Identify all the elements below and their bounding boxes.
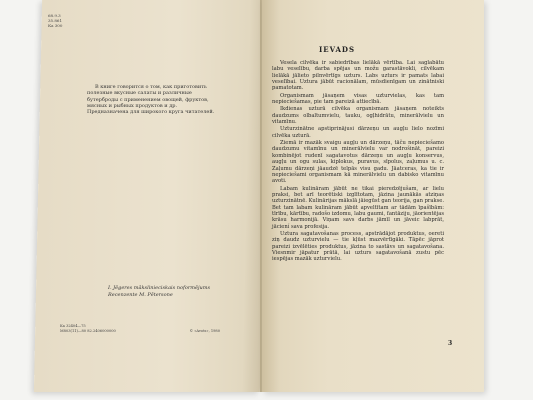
chapter-body	[272, 60, 444, 264]
paragraph: Uztura sagatavošanas process, apstrādājot produktus, oereti ziņ daudz uzturvielu — tie kļūst mazvērtīgāki. Tāpēc jāprot pareizi izvēlēties produktus, jāzina to sastāvs un sagatavošana. Viesnmir jāpatur prātā, lai uzturs sagatavošanā zustu pēc iespējas mazāk uzturvielu.	[272, 230, 444, 263]
paragraph: Ikdienas uzturā cilvēka organismam jāsaņem noteikts daudzums olbaltumvielu, tauku, ogļhidrātu, minerālvielu un vitamīnu.	[272, 106, 444, 126]
paragraph: Ziemā ir mazāk svaigu augļu un dārzeņu, tāču nepieciešamo daudzumu vitamīnu un minerālvielu var nodrošināt, pareizi kombinējot rudenī sagatavotus dārzeņu un augļu konservus, augļu un ogu sulas, kiplokus, puravus, sīpolus, zaļumus u. c. Zaļumu dārzeņi jāaudzē telpās visu gadu. Jāatceras, ka tie ir nepieciešami organismam kā minerālvielu un dabisko vitamīnu avoti.	[272, 140, 444, 185]
page-number: 3	[448, 340, 453, 347]
chapter-heading: IEVADS	[318, 45, 356, 54]
reviewer-credit: Recenzente M. Pētersone	[108, 292, 173, 298]
catalog-id: 35.861	[48, 18, 62, 23]
biblio-line: Ка 32404—75	[60, 324, 86, 328]
biblio-row	[60, 329, 220, 334]
annotation-text: В книге говорится о том, как приготовить полезные вкусные салаты и различные бутерброды с применением овощей, фруктов, мясных и рыбных продуктов и др. Предназначена для широкого круга читателей.	[87, 84, 215, 116]
paragraph: Veselа cilvēka ir sabiedrības lielākā vērtība. Lai saglabātu labu veselību, darba spējas un možu garastāvokli, cilvēkam lielākā jālietо pilnvērtīgs uzturs. Labs uzturs ir pamats labai veselībai. Uztura jābūt racionālam, mūsdienīgam un zinātniski pamatotam.	[272, 60, 444, 92]
biblio-line: М803(11)—80 82.2406000000	[60, 329, 116, 333]
catalog-id: Ка 300	[48, 23, 63, 28]
illustrator-credit: I. Jēgeres mākslinieciskais noformējums	[108, 285, 211, 291]
paragraph: Organismam jāsaņem visas uzturvielas, kas tam nepieciešamas, pie tam pareizā attiecībā.	[272, 92, 444, 106]
paragraph: Labam kulināram jābūt ne tikai pieredzējušam, ar lielu praksi, bet arī teorētiski izglītotam, jāzina jaunākās atziņas uzturzinātnē. Kulinārijas mākslā jāiegūst gan teorija, gan prakse. Bet tam labam kulināram jābūt apveltītam ar tādām īpašībām: tīrību, kārtību, radošo izdomu, labu gaumi, fantāziju, jāorientējas krāsu harmonijā. Viņam savs darbs jāmīl un jāveic labprāt, jāciení sava profesija.	[272, 185, 444, 230]
credits	[108, 285, 218, 299]
copyright: © «Avots», 1980	[189, 329, 220, 333]
paragraph: Uzturzinātne apstiprinājusi dārzeņu un augļu lielo nozīmi cilvēka uzturā.	[272, 126, 444, 139]
catalog-id: 68.9.3	[48, 13, 61, 18]
catalog-ids	[48, 13, 88, 28]
bibliographic-info	[60, 324, 220, 334]
